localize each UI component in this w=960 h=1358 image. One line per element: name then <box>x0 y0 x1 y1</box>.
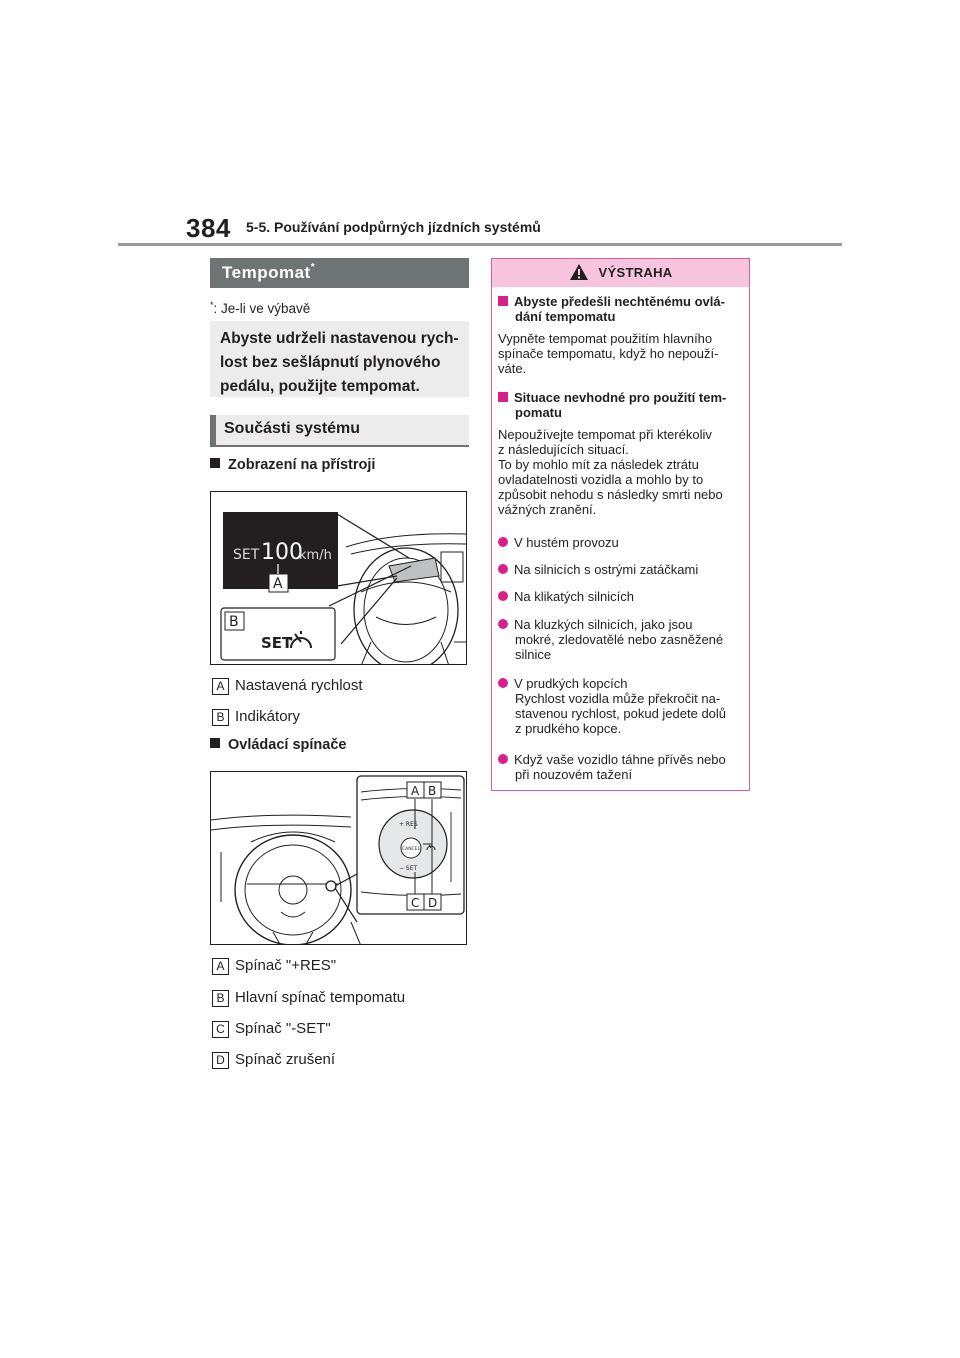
legend-letter: A <box>212 678 229 695</box>
switch-figure <box>210 771 467 945</box>
display-callout-a: A <box>273 576 283 592</box>
legend-text: Spínač "+RES" <box>235 957 337 974</box>
title-footnote-mark: * <box>310 262 316 273</box>
intro-text: Abyste udrželi nastavenou rych- lost bez sešlápnutí plynového pedálu, použijte tempomat. <box>210 321 469 397</box>
components-heading: Součásti systému <box>210 415 469 447</box>
warning-title: VÝSTRAHA <box>598 265 673 280</box>
list-item-text: V hustém provozu <box>514 535 619 550</box>
pink-dot-bullet-icon <box>498 591 508 601</box>
square-bullet-icon <box>210 738 220 748</box>
set-label: − SET <box>399 865 418 872</box>
display-legend-a <box>212 677 363 695</box>
switch-callout-a: A <box>411 784 420 798</box>
list-item-text: Na kluzkých silnicích, jako jsou mokré, zledovatělé nebo zasněžené silnice <box>514 617 724 662</box>
warning-list-item <box>498 562 761 577</box>
page-title <box>210 258 469 288</box>
legend-letter: D <box>212 1052 229 1069</box>
legend-text: Hlavní spínač tempomatu <box>235 989 406 1006</box>
pink-dot-bullet-icon <box>498 619 508 629</box>
display-heading-text: Zobrazení na přístroji <box>228 457 376 473</box>
warning-subheading-2-text: Situace nevhodné pro použití tem- pomatu <box>514 390 727 420</box>
footnote <box>210 300 310 316</box>
list-item-text: Když vaše vozidlo táhne přívěs nebo při nouzovém tažení <box>514 752 726 782</box>
switch-legend-c <box>212 1020 331 1038</box>
warning-header <box>492 259 749 287</box>
legend-letter: B <box>212 990 229 1007</box>
display-legend-b <box>212 708 300 726</box>
display-figure <box>210 491 467 665</box>
warning-text-2: Nepoužívejte tempomat při kterékoliv z následujících situací. To by mohlo mít za následek ztrátu ovladatelnosti vozidla a mohlo by to způsobit nehodu s následky smrti nebo vážných zranění. <box>498 427 723 517</box>
warning-box <box>491 258 750 791</box>
pink-dot-bullet-icon <box>498 754 508 764</box>
warning-list-item <box>498 589 761 604</box>
switches-heading <box>210 737 346 753</box>
switch-legend-a <box>212 957 336 975</box>
warning-subheading-1-text: Abyste předešli nechtěnému ovlá- dání tempomatu <box>514 294 725 324</box>
warning-list-item <box>498 676 761 736</box>
switch-illustration <box>211 772 467 945</box>
footnote-text: : Je-li ve výbavě <box>213 301 311 316</box>
switch-legend-d <box>212 1051 335 1069</box>
pink-dot-bullet-icon <box>498 564 508 574</box>
page-number: 384 <box>186 213 231 243</box>
pink-dot-bullet-icon <box>498 678 508 688</box>
legend-text: Spínač "-SET" <box>235 1020 331 1037</box>
display-speed-unit: km/h <box>299 548 332 563</box>
header-divider <box>118 243 842 246</box>
switch-callout-c: C <box>411 896 420 910</box>
warning-list-item <box>498 535 761 550</box>
display-set-text: SET <box>233 547 260 563</box>
display-heading <box>210 457 375 473</box>
pink-square-bullet-icon <box>498 392 508 402</box>
warning-triangle-icon <box>569 263 589 281</box>
switch-callout-b: B <box>428 784 437 798</box>
section-title: 5-5. Používání podpůrných jízdních systémů <box>246 219 541 235</box>
pink-square-bullet-icon <box>498 296 508 306</box>
warning-subheading-2 <box>498 390 761 420</box>
list-item-text: Na silnicích s ostrými zatáčkami <box>514 562 699 577</box>
footnote-mark: * <box>210 300 214 310</box>
switches-heading-text: Ovládací spínače <box>228 737 347 753</box>
legend-text: Spínač zrušení <box>235 1051 336 1068</box>
square-bullet-icon <box>210 458 220 468</box>
list-item-text: V prudkých kopcích Rychlost vozidla může překročit na- stavenou rychlost, pokud jedete dolů z prudkého kopce. <box>514 676 727 736</box>
warning-list-item <box>498 752 761 782</box>
pink-dot-bullet-icon <box>498 537 508 547</box>
page-title-text: Tempomat <box>222 263 311 282</box>
legend-text: Indikátory <box>235 708 301 725</box>
cancel-label: CANCEL <box>402 847 421 852</box>
display-illustration <box>211 492 467 665</box>
switch-callout-d: D <box>428 896 438 910</box>
legend-letter: A <box>212 958 229 975</box>
indicator-set-text: SET <box>261 634 293 652</box>
legend-text: Nastavená rychlost <box>235 677 363 694</box>
list-item-text: Na klikatých silnicích <box>514 589 634 604</box>
warning-subheading-1 <box>498 294 761 324</box>
legend-letter: B <box>212 709 229 726</box>
legend-letter: C <box>212 1021 229 1038</box>
display-speed-value: 100 <box>261 540 303 565</box>
display-callout-b: B <box>229 614 239 630</box>
res-label: + RES <box>399 821 418 828</box>
switch-legend-b <box>212 989 405 1007</box>
warning-text-1: Vypněte tempomat použitím hlavního spínače tempomatu, když ho nepouží- váte. <box>498 331 719 376</box>
warning-list-item <box>498 617 761 662</box>
